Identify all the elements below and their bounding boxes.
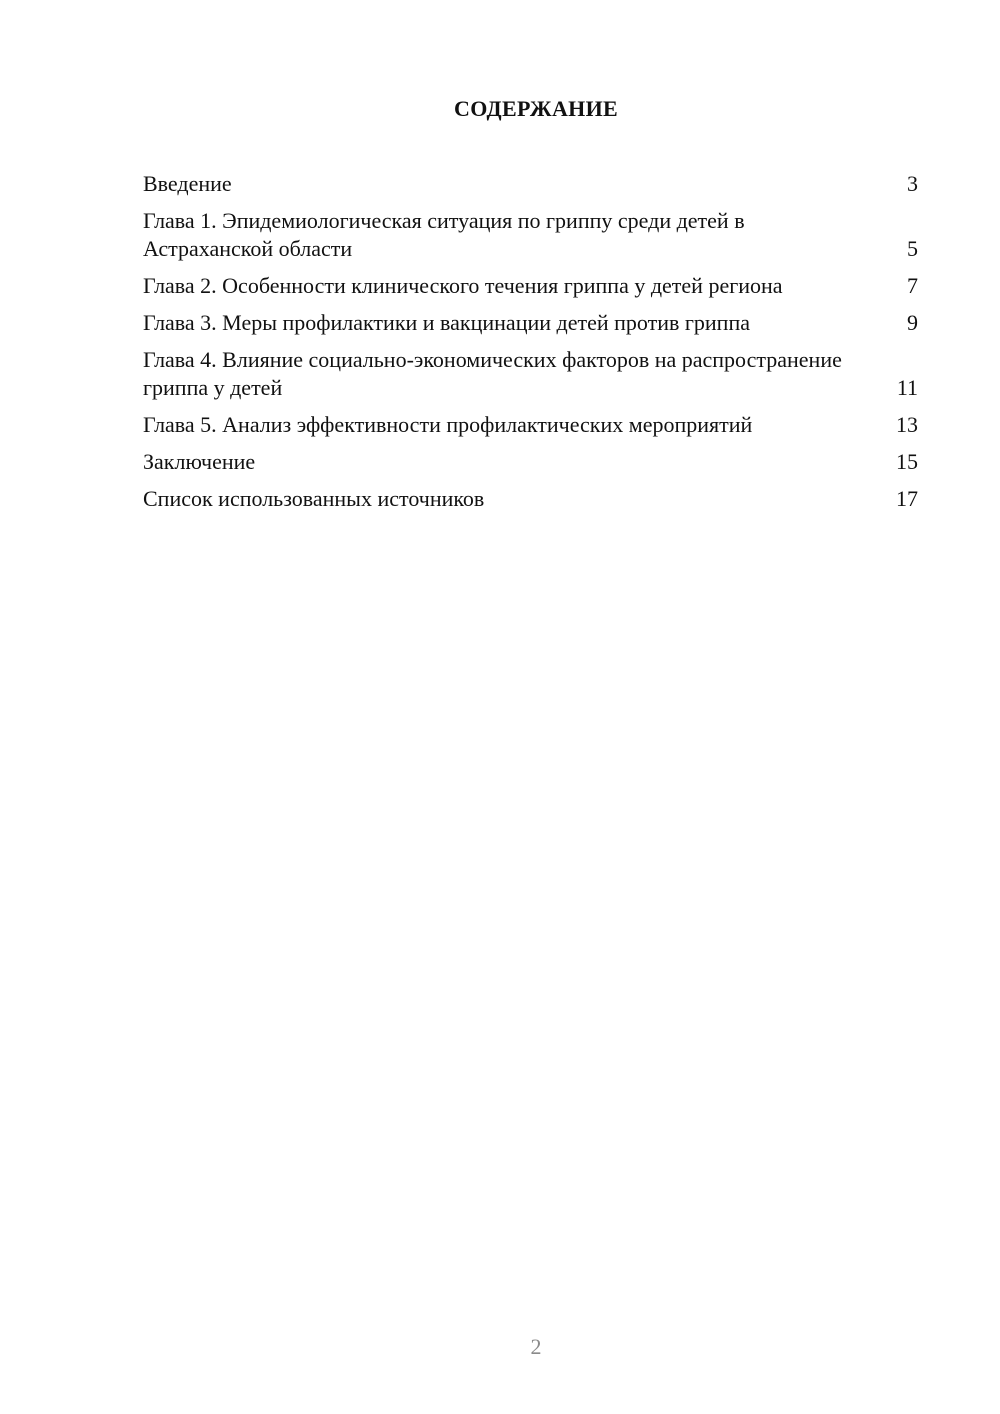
- page-number: 2: [530, 1334, 542, 1359]
- toc-title: СОДЕРЖАНИЕ: [454, 96, 618, 121]
- toc-entry-page: 9: [907, 310, 918, 335]
- toc-entry-page: 7: [907, 273, 918, 298]
- toc-entry-page: 15: [896, 449, 918, 474]
- toc-entry-text: Глава 5. Анализ эффективности профилактических мероприятий: [143, 412, 753, 437]
- toc-entry-chapter-1: [143, 207, 918, 263]
- toc-entry-text: Заключение: [143, 449, 256, 474]
- toc-entry-page: 11: [896, 375, 918, 400]
- toc-entry-text: Глава 3. Меры профилактики и вакцинации детей против гриппа: [143, 310, 750, 335]
- toc-entry-chapter-2: [143, 272, 918, 300]
- toc-entry-page: 5: [907, 236, 918, 261]
- toc-entry-page: 17: [896, 486, 918, 511]
- toc-entry-text: Глава 2. Особенности клинического течения гриппа у детей региона: [143, 273, 783, 298]
- toc-entry-chapter-3: [143, 309, 918, 337]
- toc-entry-text: Список использованных источников: [143, 486, 485, 511]
- toc-entry-text: Глава 4. Влияние социально-экономических факторов на распространение гриппа у детей: [143, 347, 842, 400]
- toc-entry-text: Введение: [143, 171, 232, 196]
- toc-entry-references: [143, 485, 918, 513]
- toc-entry-introduction: [143, 170, 918, 198]
- toc-entry-page: 13: [896, 412, 918, 437]
- toc-entry-chapter-5: [143, 411, 918, 439]
- toc-entry-page: 3: [907, 171, 918, 196]
- toc-entry-chapter-4: [143, 346, 918, 402]
- toc-entry-conclusion: [143, 448, 918, 476]
- toc-entry-text: Глава 1. Эпидемиологическая ситуация по гриппу среди детей в Астраханской области: [143, 208, 745, 261]
- table-of-contents: [143, 170, 918, 522]
